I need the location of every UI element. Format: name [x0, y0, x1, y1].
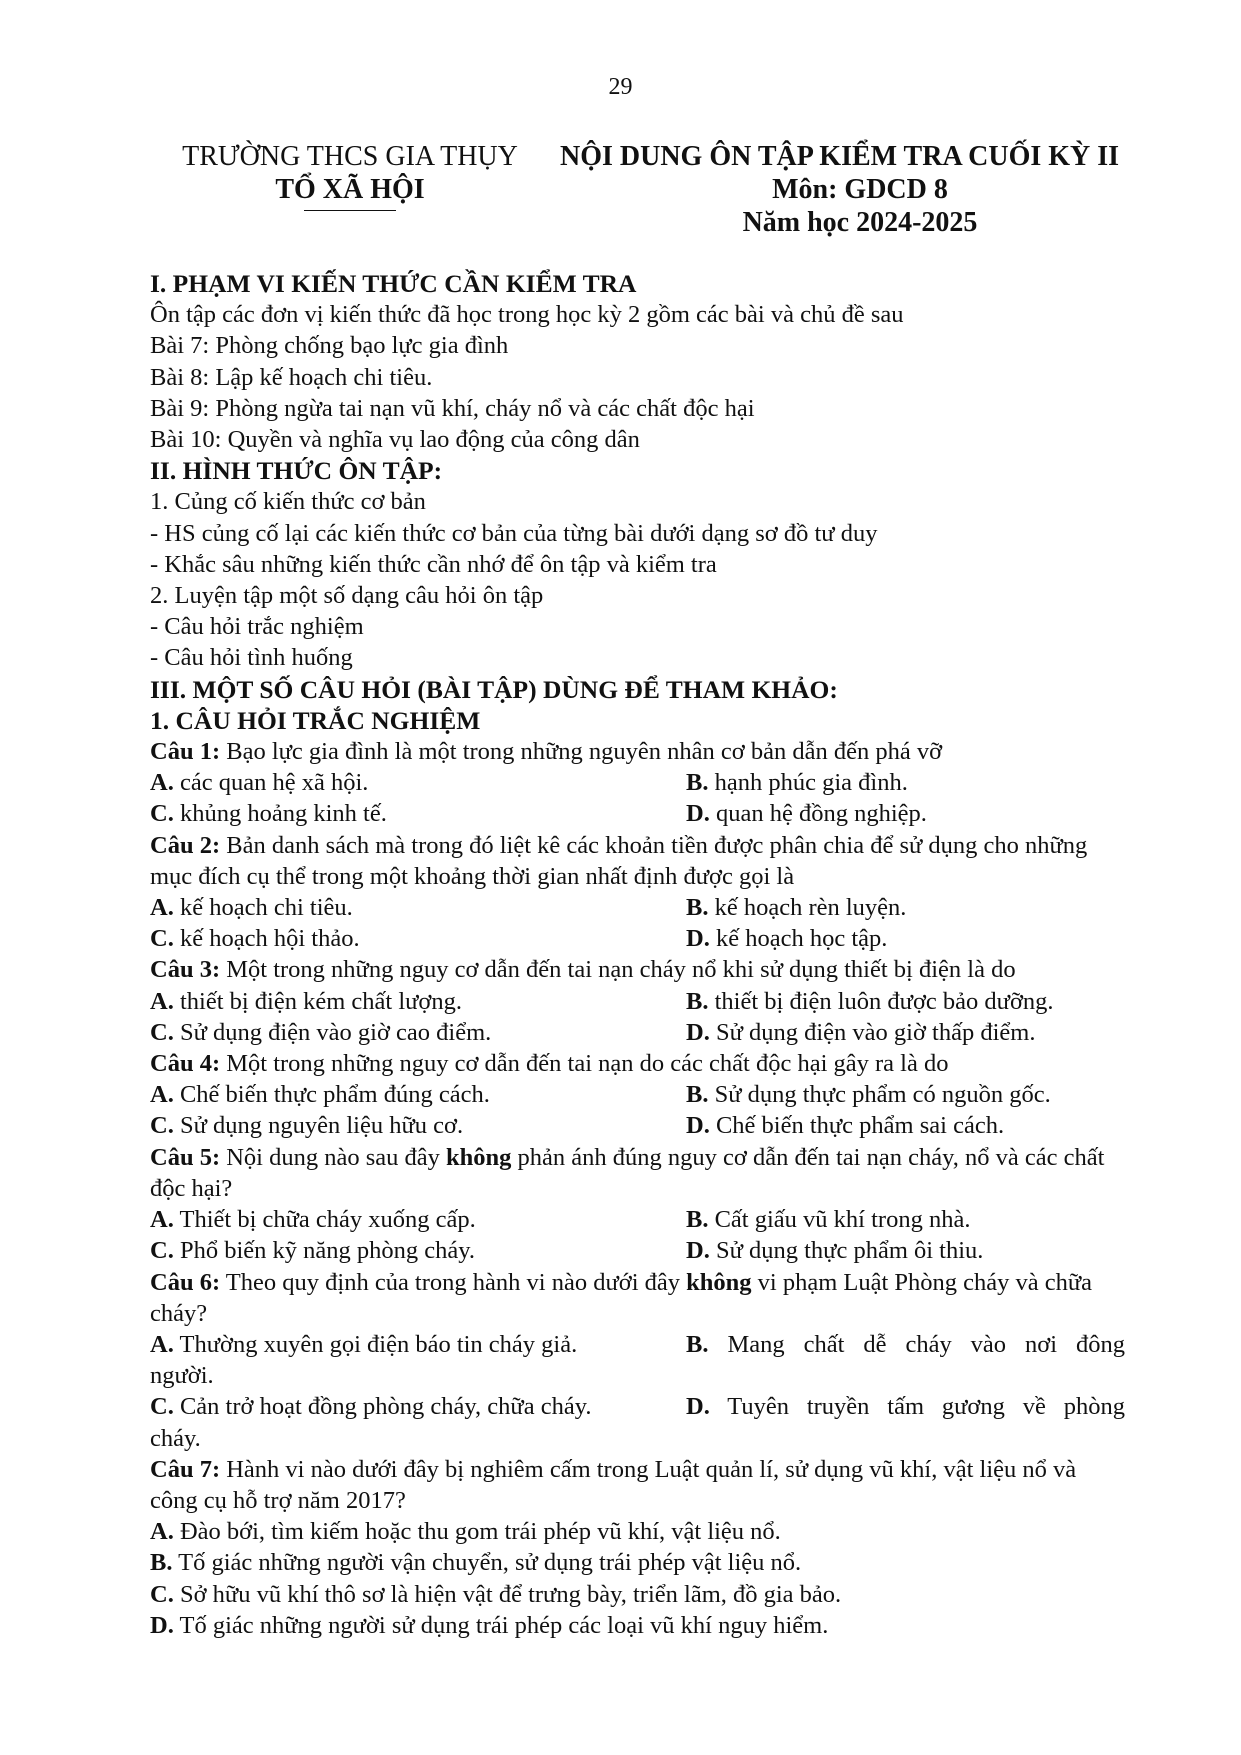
options-row: [150, 1110, 1125, 1141]
question-label: Câu 1:: [150, 738, 221, 766]
option-a: A. kế hoạch chi tiêu.: [150, 894, 353, 922]
option-a: A. thiết bị điện kém chất lượng.: [150, 987, 463, 1015]
section-1-line: Ôn tập các đơn vị kiến thức đã học trong học kỳ 2 gồm các bài và chủ đề sau: [150, 301, 904, 329]
option-d: D. kế hoạch học tập.: [686, 925, 888, 953]
option-a: A. các quan hệ xã hội.: [150, 769, 369, 797]
option-b: B. Mang chất dễ cháy vào nơi đông: [686, 1330, 1125, 1358]
option-d: D. Sử dụng thực phẩm ôi thiu.: [686, 1237, 984, 1265]
question-label: Câu 6:: [150, 1268, 221, 1296]
option-a: A. Thường xuyên gọi điện báo tin cháy giả.: [150, 1330, 578, 1358]
section-1-line: Bài 9: Phòng ngừa tai nạn vũ khí, cháy nổ và các chất độc hại: [150, 394, 755, 422]
question-label: Câu 5:: [150, 1143, 221, 1171]
option-c: C. Sở hữu vũ khí thô sơ là hiện vật để trưng bày, triển lãm, đồ gia bảo.: [150, 1580, 842, 1608]
question-text: Hành vi nào dưới đây bị nghiêm cấm trong Luật quản lí, sử dụng vũ khí, vật liệu nổ và công cụ hỗ trợ năm 2017?: [150, 1455, 1077, 1514]
option-c: C. Phổ biến kỹ năng phòng cháy.: [150, 1237, 476, 1265]
question-3: [150, 954, 1125, 985]
question-label: Câu 2:: [150, 831, 221, 859]
school-year: Năm học 2024-2025: [742, 207, 978, 238]
question-5: Câu 5: Nội dung nào sau đây không phản ánh đúng nguy cơ dẫn đến tai nạn cháy, nổ và các chất độc hại?: [150, 1143, 1105, 1202]
section-1-heading: I. PHẠM VI KIẾN THỨC CẦN KIỂM TRA: [150, 269, 637, 298]
options-row: [150, 1235, 1125, 1266]
school-name: TRƯỜNG THCS GIA THỤY: [182, 141, 518, 172]
section-3-subheading: 1. CÂU HỎI TRẮC NGHIỆM: [150, 705, 481, 735]
section-2-line: 2. Luyện tập một số dạng câu hỏi ôn tập: [150, 582, 544, 610]
page-number: 29: [608, 74, 633, 100]
options-row: [150, 1329, 1125, 1360]
option-d: D. Chế biến thực phẩm sai cách.: [686, 1112, 1005, 1140]
options-row: [150, 892, 1125, 923]
options-row: [150, 1079, 1125, 1110]
section-3-heading: III. MỘT SỐ CÂU HỎI (BÀI TẬP) DÙNG ĐỂ THAM KHẢO:: [150, 674, 838, 704]
question-text: Bạo lực gia đình là một trong những nguyên nhân cơ bản dẫn đến phá vỡ: [220, 738, 943, 766]
option-b: B. kế hoạch rèn luyện.: [686, 894, 907, 922]
question-4: [150, 1048, 1125, 1079]
option-d-continuation: cháy.: [150, 1424, 201, 1452]
section-2-line: 1. Củng cố kiến thức cơ bản: [150, 488, 426, 516]
option-b: B. Cất giấu vũ khí trong nhà.: [686, 1206, 971, 1234]
option-d: D. Sử dụng điện vào giờ thấp điểm.: [686, 1018, 1036, 1046]
option-d: D. Tuyên truyền tấm gương về phòng: [686, 1393, 1125, 1421]
option-a: A. Đào bới, tìm kiếm hoặc thu gom trái phép vũ khí, vật liệu nổ.: [150, 1518, 781, 1546]
option-d: D. Tố giác những người sử dụng trái phép các loại vũ khí nguy hiểm.: [150, 1611, 829, 1639]
question-6: Câu 6: Theo quy định của trong hành vi nào dưới đây không vi phạm Luật Phòng cháy và chữa cháy?: [150, 1268, 1093, 1327]
option-c: C. Cản trở hoạt đồng phòng cháy, chữa cháy.: [150, 1393, 592, 1421]
header-left: [160, 140, 540, 211]
options-row: [150, 1017, 1125, 1048]
options-row: [150, 1204, 1125, 1235]
option-a: A. Chế biến thực phẩm đúng cách.: [150, 1081, 490, 1109]
emphasis-word: không: [686, 1268, 752, 1296]
question-label: Câu 7:: [150, 1455, 221, 1483]
options-row: [150, 1391, 1125, 1422]
header-divider: [304, 210, 396, 211]
option-b: B. Tố giác những người vận chuyển, sử dụng trái phép vật liệu nổ.: [150, 1549, 802, 1577]
option-a: A. Thiết bị chữa cháy xuống cấp.: [150, 1206, 476, 1234]
section-2-heading: II. HÌNH THỨC ÔN TẬP:: [150, 456, 443, 486]
option-b: B. thiết bị điện luôn được bảo dưỡng.: [686, 987, 1054, 1015]
section-1-line: Bài 8: Lập kế hoạch chi tiêu.: [150, 363, 433, 391]
option-c: C. Sử dụng nguyên liệu hữu cơ.: [150, 1112, 464, 1140]
options-row: [150, 923, 1125, 954]
option-b: B. Sử dụng thực phẩm có nguồn gốc.: [686, 1081, 1051, 1109]
emphasis-word: không: [446, 1143, 512, 1171]
section-1-line: Bài 10: Quyền và nghĩa vụ lao động của công dân: [150, 426, 640, 454]
option-b-continuation: người.: [150, 1362, 214, 1390]
options-row: [150, 767, 1125, 798]
question-text: Bản danh sách mà trong đó liệt kê các khoản tiền được phân chia để sử dụng cho những mục đích cụ thể trong một khoảng thời gian nhất định được gọi là: [150, 831, 1088, 890]
section-2-line: - Khắc sâu những kiến thức cần nhớ để ôn tập và kiểm tra: [150, 550, 717, 578]
question-2: [150, 830, 1125, 892]
section-2-line: - Câu hỏi tình huống: [150, 644, 353, 672]
section-2-line: - Câu hỏi trắc nghiệm: [150, 613, 364, 641]
option-c: C. khủng hoảng kinh tế.: [150, 800, 387, 828]
option-c: C. kế hoạch hội thảo.: [150, 925, 360, 953]
question-text: Một trong những nguy cơ dẫn đến tai nạn cháy nổ khi sử dụng thiết bị điện là do: [220, 956, 1016, 984]
question-1: [150, 736, 1125, 767]
option-d: D. quan hệ đồng nghiệp.: [686, 800, 927, 828]
question-label: Câu 4:: [150, 1050, 221, 1078]
question-label: Câu 3:: [150, 956, 221, 984]
option-b: B. hạnh phúc gia đình.: [686, 769, 908, 797]
header-right: [560, 140, 1160, 239]
section-1-line: Bài 7: Phòng chống bạo lực gia đình: [150, 332, 509, 360]
options-row: [150, 986, 1125, 1017]
question-text: Một trong những nguy cơ dẫn đến tai nạn do các chất độc hại gây ra là do: [220, 1050, 949, 1078]
document-title: NỘI DUNG ÔN TẬP KIỂM TRA CUỐI KỲ II: [560, 141, 1120, 172]
department-name: TỔ XÃ HỘI: [275, 174, 425, 205]
section-2-line: - HS củng cố lại các kiến thức cơ bản của từng bài dưới dạng sơ đồ tư duy: [150, 519, 878, 547]
options-row: [150, 798, 1125, 829]
option-c: C. Sử dụng điện vào giờ cao điểm.: [150, 1018, 492, 1046]
subject-line: Môn: GDCD 8: [772, 174, 948, 205]
question-7: [150, 1454, 1125, 1516]
document-body: [150, 268, 1125, 1641]
